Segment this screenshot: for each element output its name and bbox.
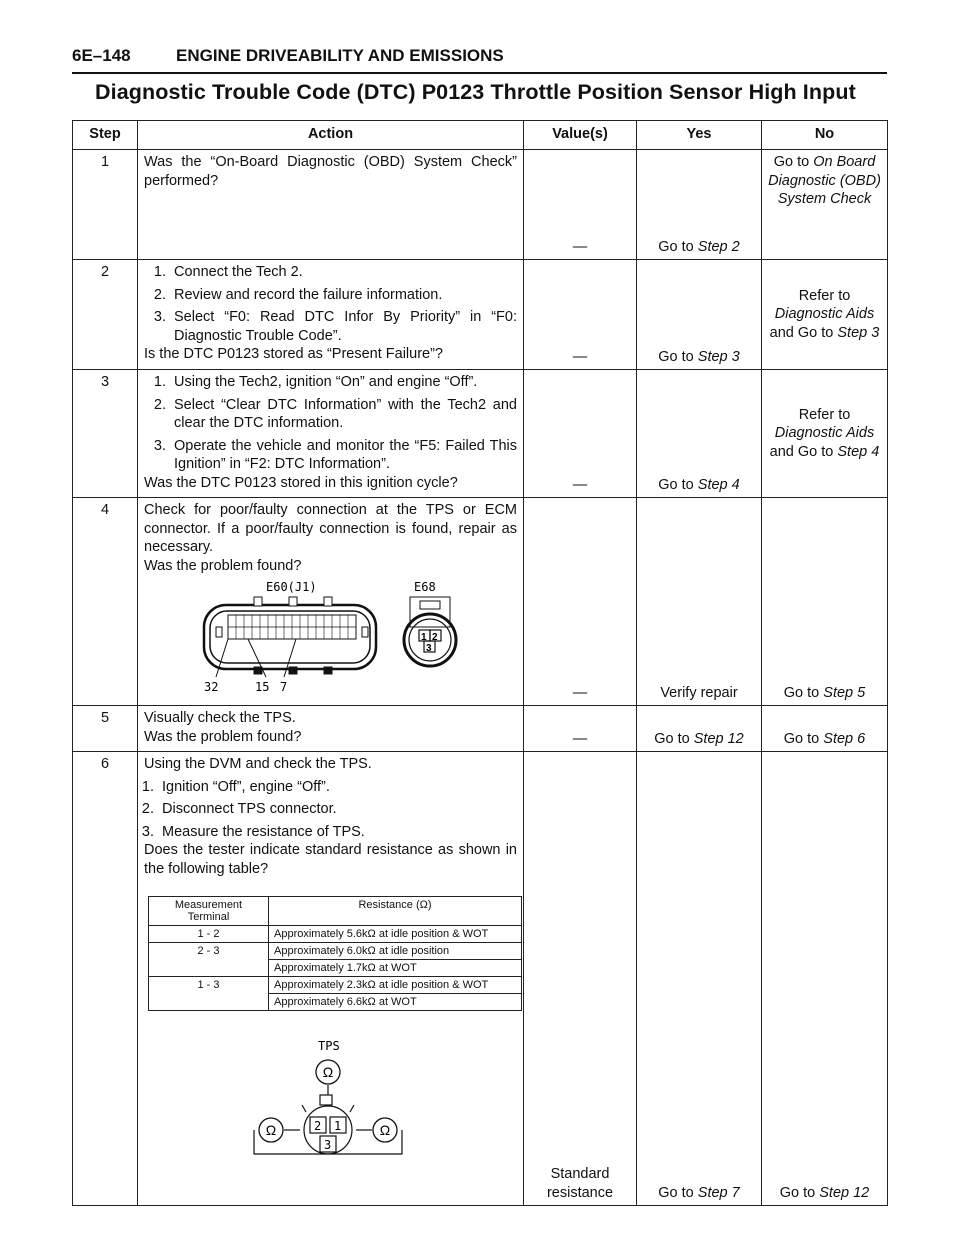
yes-link[interactable]: Step 4 (697, 476, 740, 493)
step-number: 3 (73, 370, 138, 498)
resistance-table (148, 896, 522, 1011)
tps-diagram-label: TPS (318, 1039, 340, 1053)
no-cell (762, 498, 888, 706)
action-step: 3. Measure the resistance of TPS. (158, 823, 517, 842)
action-cell (138, 260, 524, 370)
step-number: 1 (73, 150, 138, 260)
tps-connector-shape (404, 597, 456, 666)
yes-prefix: Go to (654, 730, 690, 747)
no-cell (762, 260, 888, 370)
table-row (73, 150, 888, 260)
action-step: 3. Select “F0: Read DTC Infor By Priority” in “F0: Diagnostic Trouble Code”. (170, 308, 517, 345)
page-header (72, 44, 887, 74)
diagnostic-table (72, 120, 888, 1206)
res-terminal: 2 - 3 (149, 943, 269, 977)
action-text: Check for poor/faulty connection at the TPS or ECM connector. If a poor/faulty connection is found, repair as necessary. (144, 502, 517, 555)
svg-text:Ω: Ω (265, 1122, 277, 1138)
no-link[interactable]: Step 6 (823, 730, 866, 747)
no-prefix: Go to (783, 730, 820, 747)
tps-pin-label: 1 (334, 1119, 342, 1133)
action-step: 3. Operate the vehicle and monitor the “F5: Failed This Ignition” in “F2: DTC Information”. (170, 437, 517, 474)
no-link-step[interactable]: Step 4 (837, 443, 880, 460)
step-number: 2 (73, 260, 138, 370)
action-text: Was the “On-Board Diagnostic (OBD) System Check” performed? (138, 150, 524, 260)
yes-cell (637, 752, 762, 1206)
page-title: Diagnostic Trouble Code (DTC) P0123 Throttle Position Sensor High Input (95, 80, 856, 104)
action-cell (138, 370, 524, 498)
ohm-meter-icon (373, 1118, 397, 1142)
action-question: Was the problem found? (144, 728, 302, 745)
yes-cell (637, 260, 762, 370)
yes-prefix: Go to (658, 1184, 694, 1201)
tps-diagram (144, 1037, 516, 1171)
yes-link[interactable]: Step 3 (697, 348, 740, 365)
action-steps (144, 263, 517, 345)
value-cell: — (524, 498, 637, 706)
page-number: 6E–148 (72, 46, 131, 65)
no-prefix: Go to (783, 684, 820, 701)
no-prefix: Refer to (798, 287, 851, 304)
col-header-yes: Yes (637, 121, 762, 150)
value-cell: — (524, 260, 637, 370)
step-number: 4 (73, 498, 138, 706)
res-col-header-resistance: Resistance (Ω) (269, 897, 522, 926)
action-steps (144, 373, 517, 474)
yes-link[interactable]: Step 7 (697, 1184, 740, 1201)
res-value: Approximately 5.6kΩ at idle position & WOT (269, 926, 522, 943)
pin-label: 7 (280, 680, 288, 694)
value-cell: — (524, 150, 637, 260)
no-mid: and Go to (769, 324, 834, 341)
tps-pin-label: 2 (432, 632, 438, 643)
section-title: ENGINE DRIVEABILITY AND EMISSIONS (176, 46, 504, 65)
yes-prefix: Go to (658, 238, 694, 255)
no-link[interactable]: Step 5 (823, 684, 866, 701)
col-header-step: Step (73, 121, 138, 150)
table-row (73, 706, 888, 752)
yes-link[interactable]: Step 2 (697, 238, 740, 255)
action-text: Visually check the TPS. (144, 710, 296, 726)
no-cell (762, 370, 888, 498)
step-number: 5 (73, 706, 138, 752)
table-row (73, 752, 888, 1206)
value-cell: — (524, 370, 637, 498)
col-header-action: Action (138, 121, 524, 150)
no-cell (762, 752, 888, 1206)
table-row (73, 370, 888, 498)
res-col-header-terminal: Measurement Terminal (149, 897, 269, 926)
tps-pin-label: 3 (324, 1138, 332, 1152)
pin-label: 32 (204, 680, 219, 694)
table-row (73, 260, 888, 370)
table-row (73, 498, 888, 706)
no-link[interactable]: Diagnostic Aids (774, 425, 875, 442)
no-cell (762, 150, 888, 260)
no-prefix: Refer to (798, 406, 851, 423)
action-question: Was the DTC P0123 stored in this ignition cycle? (144, 474, 458, 491)
pin-label: 15 (255, 680, 270, 694)
action-step: 2. Select “Clear DTC Information” with the Tech2 and clear the DTC information. (170, 396, 517, 433)
no-link[interactable]: On Board Diagnostic (OBD) System Check (768, 154, 881, 207)
table-header-row (73, 121, 888, 150)
action-text: Using the DVM and check the TPS. (144, 756, 372, 772)
no-link-step[interactable]: Step 3 (837, 324, 880, 341)
res-value: Approximately 6.6kΩ at WOT (269, 994, 522, 1011)
res-terminal: 1 - 2 (149, 926, 269, 943)
action-step: 2. Review and record the failure information. (170, 286, 517, 305)
yes-cell (637, 150, 762, 260)
action-cell (138, 706, 524, 752)
col-header-values: Value(s) (524, 121, 637, 150)
value-cell: Standard resistance (524, 752, 637, 1206)
action-question: Does the tester indicate standard resistance as shown in the following table? (144, 842, 517, 877)
no-link[interactable]: Diagnostic Aids (774, 306, 875, 323)
no-cell (762, 706, 888, 752)
step-number: 6 (73, 752, 138, 1206)
no-prefix: Go to (779, 1184, 816, 1201)
ecm-connector-shape (204, 597, 376, 674)
no-link[interactable]: Step 12 (819, 1184, 870, 1201)
tps-pin-label: 3 (426, 643, 432, 654)
tps-pin-label: 2 (314, 1119, 322, 1133)
yes-cell (637, 706, 762, 752)
col-header-no: No (762, 121, 888, 150)
res-value: Approximately 6.0kΩ at idle position (269, 943, 522, 960)
action-step: 2. Disconnect TPS connector. (158, 800, 517, 819)
action-question: Was the problem found? (144, 557, 302, 574)
ecm-connector-label: E60(J1) (266, 580, 317, 594)
action-step: 1. Ignition “Off”, engine “Off”. (158, 778, 517, 797)
yes-prefix: Go to (658, 348, 694, 365)
ohm-meter-icon (259, 1118, 283, 1142)
res-value: Approximately 1.7kΩ at WOT (269, 960, 522, 977)
tps-pin-label: 1 (421, 632, 427, 643)
yes-prefix: Go to (658, 476, 694, 493)
no-prefix: Go to (773, 154, 810, 170)
action-cell (138, 498, 524, 706)
ohm-meter-icon (316, 1060, 340, 1084)
yes-cell: Verify repair (637, 498, 762, 706)
action-steps (144, 778, 517, 842)
action-cell (138, 752, 524, 1206)
svg-text:Ω: Ω (379, 1122, 391, 1138)
res-terminal: 1 - 3 (149, 977, 269, 1011)
action-step: 1. Connect the Tech 2. (170, 263, 517, 282)
yes-cell (637, 370, 762, 498)
res-value: Approximately 2.3kΩ at idle position & WOT (269, 977, 522, 994)
connector-diagram (144, 577, 516, 695)
tps-connector-label: E68 (414, 580, 436, 594)
value-cell: — (524, 706, 637, 752)
no-mid: and Go to (769, 443, 834, 460)
svg-text:Ω: Ω (322, 1064, 334, 1080)
action-step: 1. Using the Tech2, ignition “On” and engine “Off”. (170, 373, 517, 392)
yes-link[interactable]: Step 12 (693, 730, 744, 747)
action-question: Is the DTC P0123 stored as “Present Failure”? (144, 346, 443, 362)
